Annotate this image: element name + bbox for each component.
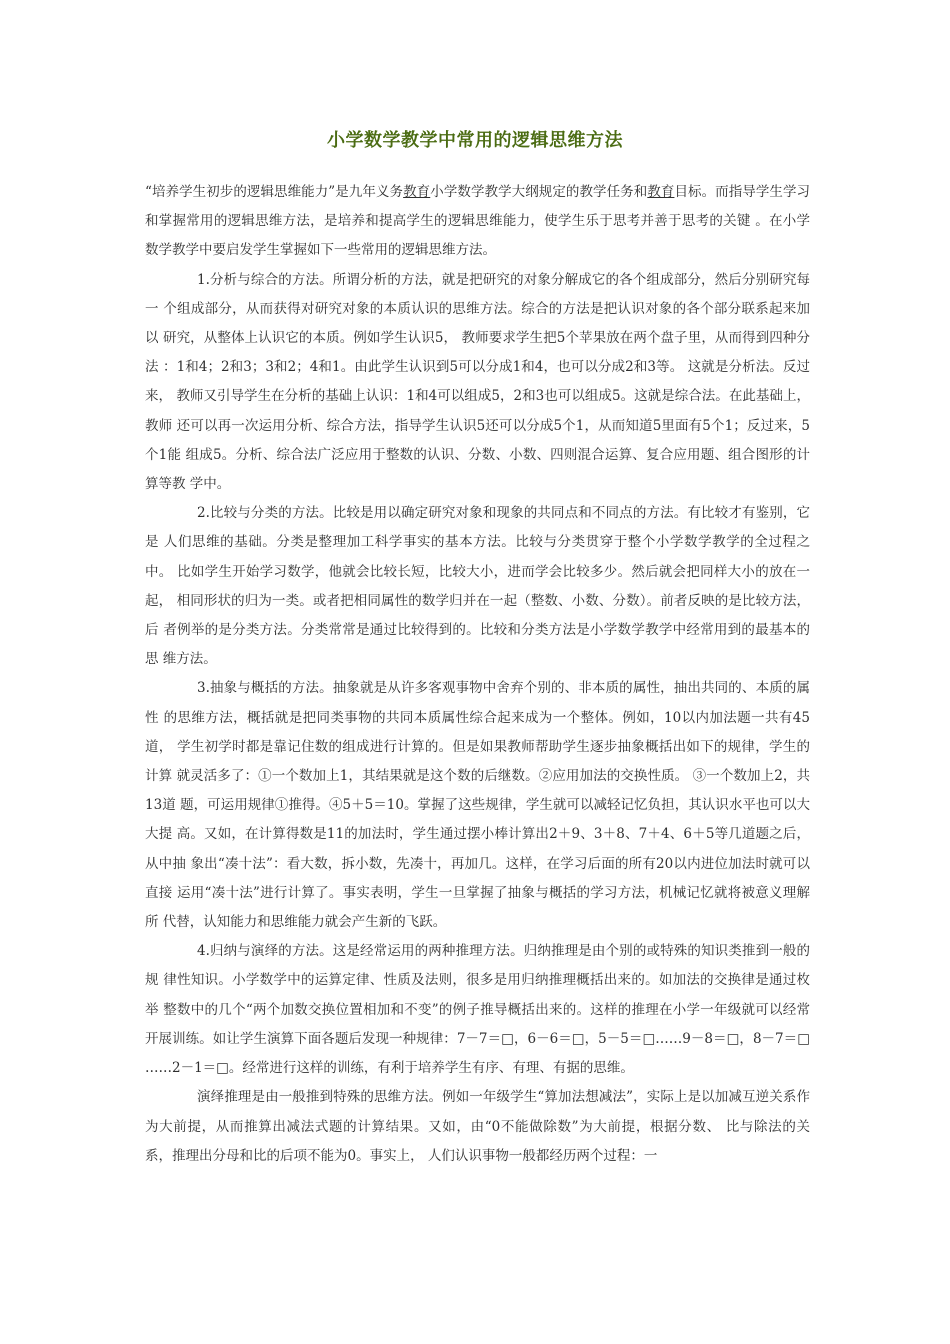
paragraph-deductive-reasoning: 演绎推理是由一般推到特殊的思维方法。例如一年级学生“算加法想减法”，实际上是以加减互逆关系作 为大前提，从而推算出减法式题的计算结果。又如，由“0不能做除数”为大前提，根据分数、 比与除法的关 系，推理出分母和比的后项不能为0。事实上， 人们认识事物一般都经历两个过程：一 [145, 1089, 810, 1164]
paragraph-comparison-classification: 2.比较与分类的方法。比较是用以确定研究对象和现象的共同点和不同点的方法。有比较才有鉴别，它是 人们思维的基础。分类是整理加工科学事实的基本方法。比较与分类贯穿于整个小学数学教学的全过程之中。 比如学生开始学习数学，他就会比较长短，比较大小，进而学会比较多少。然后就会把同样大小的放在一起， 相同形状的归为一类。或者把相同属性的数学归并在一起（整数、小数、分数）。前者反映的是比较方法，后 者例举的是分类方法。分类常常是通过比较得到的。比较和分类方法是小学数学教学中经常用到的最基本的思 维方法。 [145, 505, 810, 668]
paragraph-abstraction-generalization: 3.抽象与概括的方法。抽象就是从许多客观事物中舍弃个别的、非本质的属性，抽出共同的、本质的属性 的思维方法，概括就是把同类事物的共同本质属性综合起来成为一个整体。例如，10以内加法题一共有45道， 学生初学时都是靠记住数的组成进行计算的。但是如果教师帮助学生逐步抽象概括出如下的规律，学生的计算 就灵活多了：①一个数加上1，其结果就是这个数的后继数。②应用加法的交换性质。 ③一个数加上2，共13道 题，可运用规律①推得。④5＋5＝10。掌握了这些规律，学生就可以减轻记忆负担，其认识水平也可以大大提 高。又如，在计算得数是11的加法时，学生通过摆小棒计算出2＋9、3＋8、7＋4、6＋5等几道题之后，从中抽 象出“凑十法”：看大数，拆小数，先凑十，再加几。这样，在学习后面的所有20以内进位加法时就可以直接 运用“凑十法”进行计算了。事实表明，学生一旦掌握了抽象与概括的学习方法，机械记忆就将被意义理解所 代替，认知能力和思维能力就会产生新的飞跃。 [145, 680, 810, 931]
intro-text-1: “培养学生初步的逻辑思维能力”是九年义务 [145, 184, 404, 200]
intro-text-2: 小学数学教学大纲规定的教学任务和 [430, 184, 648, 200]
intro-text-3: 目标。而指导学生学习和掌握常用的逻辑思维方法，是培养和提高学生的逻辑思维能力，使学生乐于思考并善于思考的关键 。在小学数学教学中要启发学生掌握如下一些常用的逻辑思维方法。 [145, 184, 811, 259]
education-link-2[interactable]: 教育 [647, 184, 675, 200]
paragraph-analysis-synthesis: 1.分析与综合的方法。所谓分析的方法，就是把研究的对象分解成它的各个组成部分，然后分别研究每一 个组成部分，从而获得对研究对象的本质认识的思维方法。综合的方法是把认识对象的各个部分联系起来加以 研究，从整体上认识它的本质。例如学生认识5， 教师要求学生把5个苹果放在两个盘子里，从而得到四种分法 ：1和4；2和3；3和2；4和1。由此学生认识到5可以分成1和4，也可以分成2和3等。 这就是分析法。反过来， 教师又引导学生在分析的基础上认识：1和4可以组成5，2和3也可以组成5。这就是综合法。在此基础上， 教师 还可以再一次运用分析、综合方法，指导学生认识5还可以分成5个1，从而知道5里面有5个1；反过来，5个1能 组成5。分析、综合法广泛应用于整数的认识、分数、小数、四则混合运算、复合应用题、组合图形的计算等教 学中。 [145, 271, 810, 493]
document-body [145, 178, 810, 1171]
document-title: 小学数学教学中常用的逻辑思维方法 [327, 130, 623, 151]
intro-paragraph [145, 178, 810, 266]
paragraph-induction-deduction: 4.归纳与演绎的方法。这是经常运用的两种推理方法。归纳推理是由个别的或特殊的知识类推到一般的规 律性知识。小学数学中的运算定律、性质及法则，很多是用归纳推理概括出来的。如加法的交换律是通过枚举 整数中的几个“两个加数交换位置相加和不变”的例子推导概括出来的。这样的推理在小学一年级就可以经常 开展训练。如让学生演算下面各题后发现一种规律：7－7＝□，6－6＝□，5－5＝□……9－8＝□，8－7＝□ ……2－1＝□。经常进行这样的训练，有利于培养学生有序、有理、有据的思维。 [145, 943, 810, 1077]
education-link-1[interactable]: 教育 [403, 184, 431, 200]
